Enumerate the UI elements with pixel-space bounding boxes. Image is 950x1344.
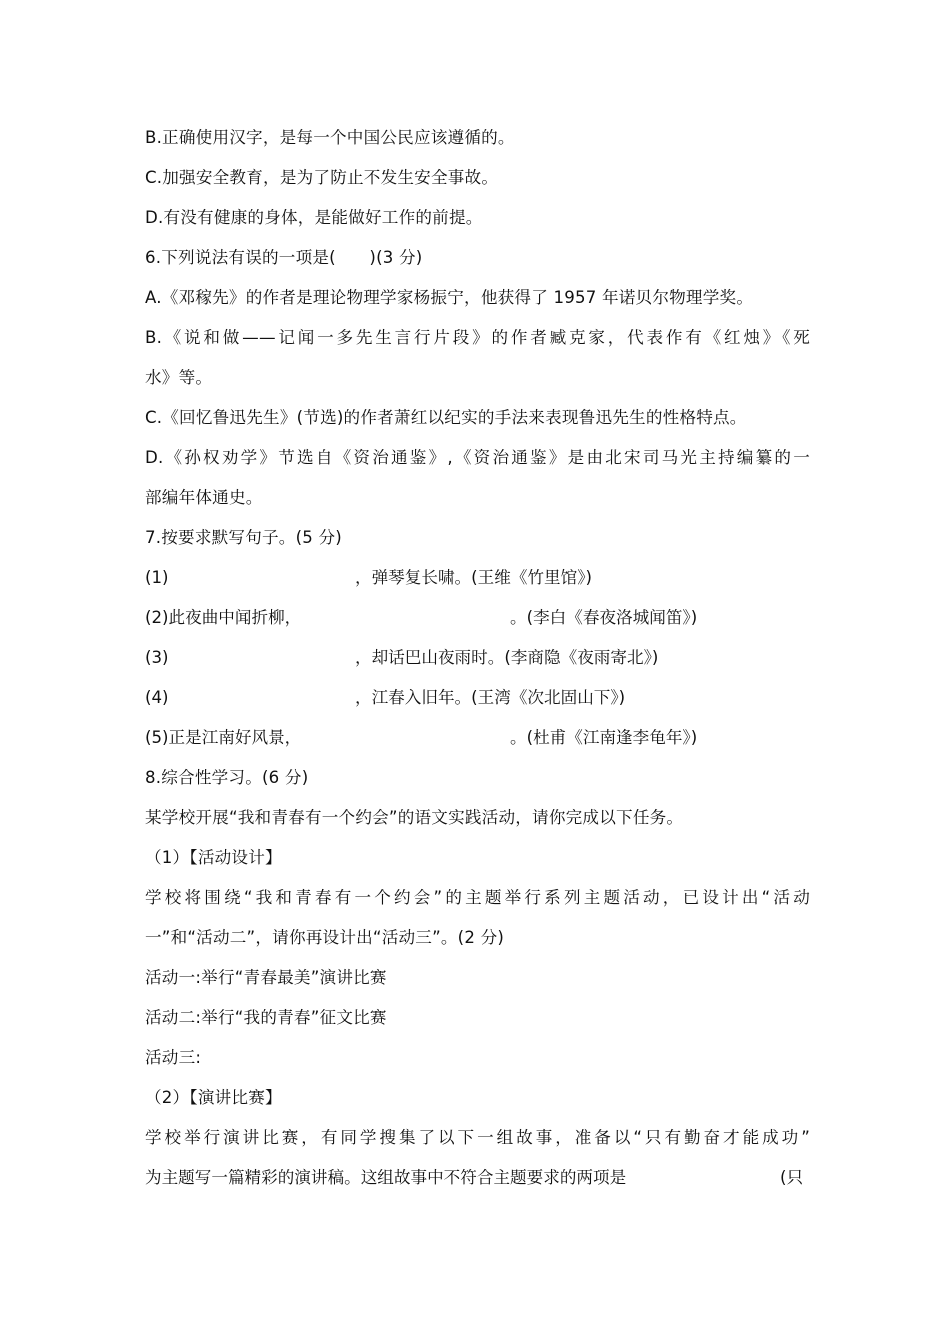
option-line-c-q5: C.加强安全教育，是为了防止不发生安全事故。 [145,168,499,187]
question-8-intro: 某学校开展“我和青春有一个约会”的语文实践活动，请你完成以下任务。 [145,808,684,827]
fill-blank-item-4 [145,683,810,723]
question-6-option-b: B.《说和做——记闻一多先生言行片段》的作者臧克家，代表作有《红烛》《死 [145,328,810,347]
question-6-option-b-cont: 水》等。 [145,368,213,387]
fill-blank-item-2 [145,603,810,643]
question-6-option-c: C.《回忆鲁迅先生》(节选)的作者萧红以纪实的手法来表现鲁迅先生的性格特点。 [145,408,747,427]
fill-blank-item-5 [145,723,810,763]
activity-one: 活动一:举行“青春最美”演讲比赛 [145,968,387,987]
fill-blank-item-3 [145,643,810,683]
option-line-d-q5: D.有没有健康的身体，是能做好工作的前提。 [145,208,483,227]
option-line-b-q5: B.正确使用汉字，是每一个中国公民应该遵循的。 [145,128,515,147]
fill-blank-item-3-text: ，却话巴山夜雨时。(李商隐《夜雨寄北》) [355,648,659,667]
task-1-heading: （1）【活动设计】 [145,848,282,867]
fill-blank-item-5-lead: (5)正是江南好风景， [145,728,302,747]
fill-blank-item-2-text: 。(李白《春夜洛城闻笛》) [510,608,698,627]
task-1-description: 学校将围绕“我和青春有一个约会”的主题举行系列主题活动，已设计出“活动 [145,888,810,907]
task-2-description: 学校举行演讲比赛，有同学搜集了以下一组故事，准备以“只有勤奋才能成功” [145,1128,810,1147]
question-6-heading: 6.下列说法有误的一项是( )(3 分) [145,248,423,267]
task-1-description-cont: 一”和“活动二”，请你再设计出“活动三”。(2 分) [145,928,505,947]
activity-three: 活动三: [145,1048,202,1067]
activity-two: 活动二:举行“我的青春”征文比赛 [145,1008,387,1027]
fill-blank-item-4-text: ，江春入旧年。(王湾《次北固山下》) [355,688,626,707]
fill-blank-item-1-number: (1) [145,568,169,587]
task-2-description-cont [145,1163,810,1203]
fill-blank-item-1 [145,563,810,603]
question-6-option-d: D.《孙权劝学》节选自《资治通鉴》,《资治通鉴》是由北宋司马光主持编纂的一 [145,448,810,467]
fill-blank-item-3-number: (3) [145,648,169,667]
document-body [145,123,810,1203]
task-2-heading: （2）【演讲比赛】 [145,1088,282,1107]
question-8-heading: 8.综合性学习。(6 分) [145,768,309,787]
fill-blank-item-5-text: 。(杜甫《江南逢李龟年》) [510,728,698,747]
question-7-heading: 7.按要求默写句子。(5 分) [145,528,342,547]
fill-blank-item-4-number: (4) [145,688,169,707]
task-2-description-cont-text: 为主题写一篇精彩的演讲稿。这组故事中不符合主题要求的两项是 [145,1168,627,1187]
task-2-description-cont-tail: (只 [780,1168,804,1187]
question-6-option-a: A.《邓稼先》的作者是理论物理学家杨振宁，他获得了 1957 年诺贝尔物理学奖。 [145,288,754,307]
fill-blank-item-1-text: ，弹琴复长啸。(王维《竹里馆》) [355,568,592,587]
fill-blank-item-2-lead: (2)此夜曲中闻折柳， [145,608,302,627]
question-6-option-d-cont: 部编年体通史。 [145,488,263,507]
